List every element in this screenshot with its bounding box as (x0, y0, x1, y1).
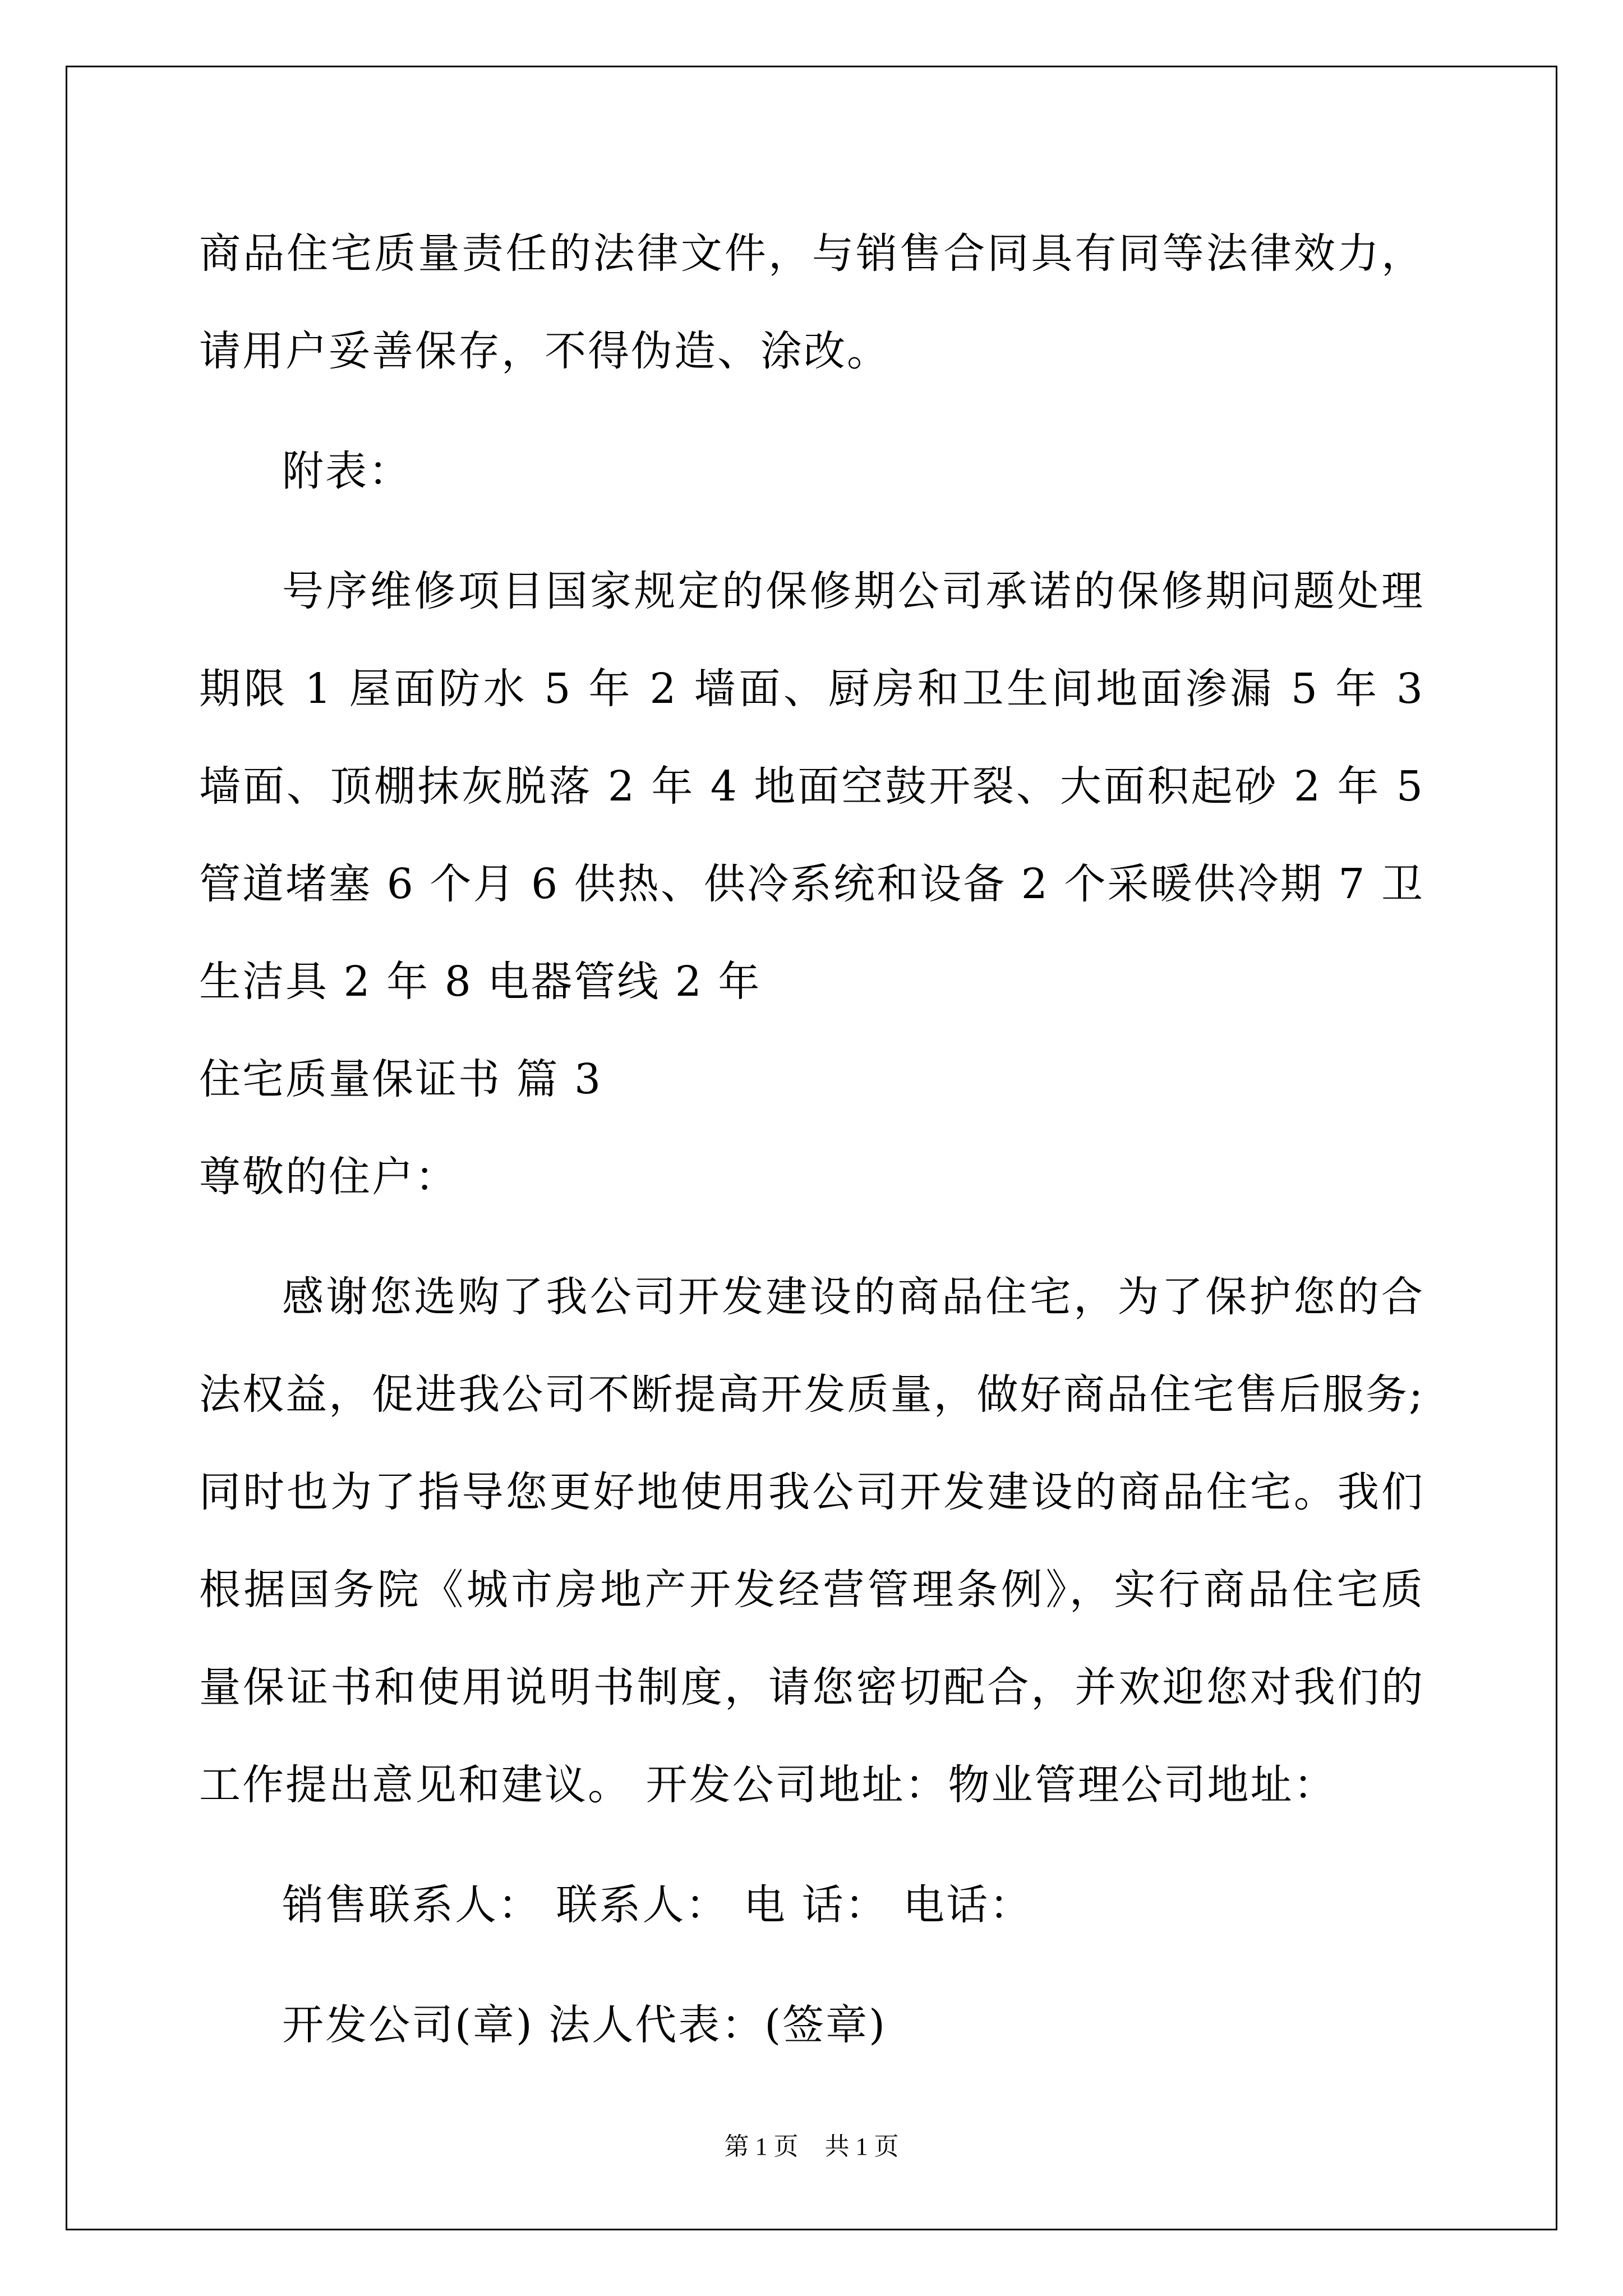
paragraph-warranty-legal: 商品住宅质量责任的法律文件，与销售合同具有同等法律效力，请用户妥善保存，不得伪造、涂改。 (199, 229, 1424, 375)
page-footer (0, 2126, 1623, 2162)
page-number: 第 1 页 (724, 2133, 799, 2160)
paragraph-warranty-table: 号序维修项目国家规定的保修期公司承诺的保修期问题处理期限 1 屋面防水 5 年 2 墙面、厨房和卫生间地面渗漏 5 年 3 墙面、顶棚抹灰脱落 2 年 4 地面空鼓开裂、大面积起砂 2 年 5 管道堵塞 6 个月 6 供热、供冷系统和设备 2 个采暖供冷期 7 卫生洁具 2 年 8 电器管线 2 年 (199, 567, 1424, 1006)
page-total: 共 1 页 (824, 2133, 899, 2160)
document-body (199, 205, 1424, 2074)
salutation: 尊敬的住户： (199, 1153, 458, 1201)
paragraph-contacts: 销售联系人： 联系人： 电 话： 电话： (282, 1881, 1033, 1929)
paragraph-appendix-label: 附表： (282, 447, 412, 495)
paragraph-thanks: 感谢您选购了我公司开发建设的商品住宅，为了保护您的合法权益，促进我公司不断提高开发质量，做好商品住宅售后服务;同时也为了指导您更好地使用我公司开发建设的商品住宅。我们根据国务院《城市房地产开发经营管理条例》，实行商品住宅质量保证书和使用说明书制度，请您密切配合，并欢迎您对我们的工作提出意见和建议。 开发公司地址：物业管理公司地址： (199, 1273, 1424, 1809)
section-heading: 住宅质量保证书 篇 3 (199, 1055, 603, 1103)
paragraph-signature: 开发公司(章) 法人代表：(签章) (282, 2001, 887, 2049)
